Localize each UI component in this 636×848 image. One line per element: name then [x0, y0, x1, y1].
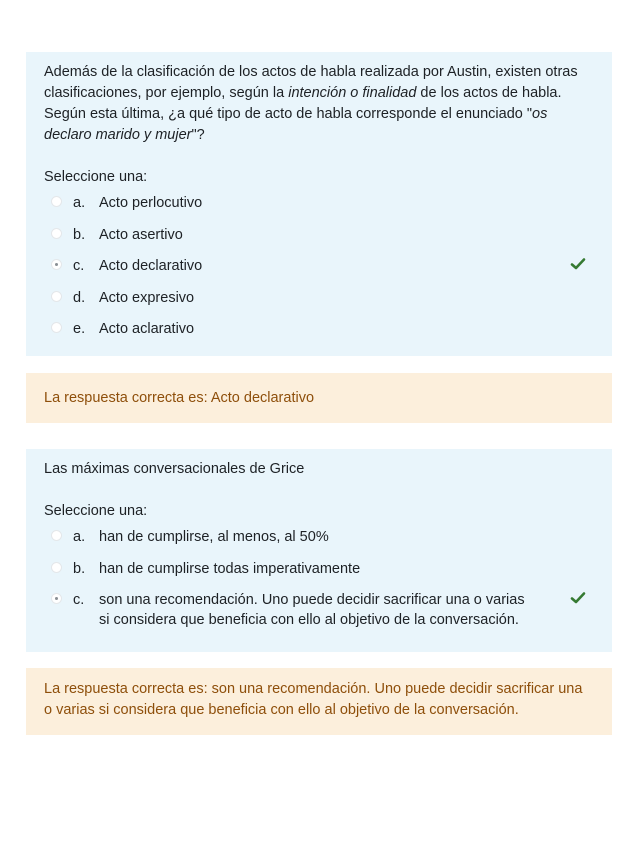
- radio-button[interactable]: [51, 322, 62, 333]
- radio-button[interactable]: [51, 196, 62, 207]
- answer-text: han de cumplirse todas imperativamente: [99, 560, 361, 577]
- answer-text: Acto perlocutivo: [99, 195, 203, 211]
- answer-letter: a.: [73, 195, 86, 211]
- answer-text: Acto aclarativo: [99, 321, 195, 337]
- answer-letter: b.: [73, 560, 86, 577]
- correct-answer-text: La respuesta correcta es: son una recomendación. Uno puede decidir sacrificar una o varias si considera que beneficia con ello al objetivo de la conversación.: [44, 681, 583, 718]
- radio-button[interactable]: [51, 562, 62, 573]
- radio-button-selected[interactable]: [51, 593, 62, 604]
- answer-letter: b.: [73, 226, 86, 243]
- radio-button[interactable]: [51, 228, 62, 239]
- answer-option[interactable]: [44, 191, 594, 223]
- answer-text: Acto asertivo: [99, 226, 183, 243]
- question-1-prompt: Seleccione una:: [44, 169, 148, 185]
- question-1-text: Además de la clasificación de los actos de habla realizada por Austin, existen otras clasificaciones, por ejemplo, según la intención o finalidad de los actos de habla. Según esta última, ¿a qué tipo de acto de habla corresponde el enunciado "os declaro marido y mujer"?: [44, 64, 578, 143]
- answer-option[interactable]: [44, 254, 594, 286]
- answer-option[interactable]: [44, 588, 594, 638]
- answer-text: Acto declarativo: [99, 258, 203, 274]
- question-1-feedback: [26, 373, 612, 423]
- answer-letter: d.: [73, 289, 86, 306]
- answer-option[interactable]: [44, 525, 594, 557]
- answer-text: Acto expresivo: [99, 289, 195, 306]
- answer-letter: c.: [73, 258, 85, 274]
- answer-letter: a.: [73, 529, 86, 545]
- answer-option[interactable]: [44, 223, 594, 255]
- question-2-text: Las máximas conversacionales de Grice: [44, 461, 305, 477]
- correct-answer-text: La respuesta correcta es: Acto declarativo: [44, 389, 315, 406]
- question-2: [26, 449, 612, 652]
- check-icon: [570, 256, 586, 272]
- answer-option[interactable]: [44, 317, 594, 349]
- answer-letter: e.: [73, 321, 86, 337]
- answer-option[interactable]: [44, 286, 594, 318]
- question-2-prompt: Seleccione una:: [44, 503, 148, 519]
- answer-option[interactable]: [44, 557, 594, 589]
- check-icon: [570, 590, 586, 606]
- radio-button-selected[interactable]: [51, 259, 62, 270]
- question-1: [26, 52, 612, 356]
- radio-button[interactable]: [51, 530, 62, 541]
- answer-letter: c.: [73, 592, 85, 608]
- answer-text: son una recomendación. Uno puede decidir sacrificar una o varias si considera que beneficia con ello al objetivo de la conversación.: [99, 592, 525, 628]
- question-2-feedback: [26, 668, 612, 735]
- answer-text: han de cumplirse, al menos, al 50%: [99, 529, 329, 545]
- radio-button[interactable]: [51, 291, 62, 302]
- question-1-answers: [44, 191, 594, 349]
- question-2-answers: [44, 525, 594, 638]
